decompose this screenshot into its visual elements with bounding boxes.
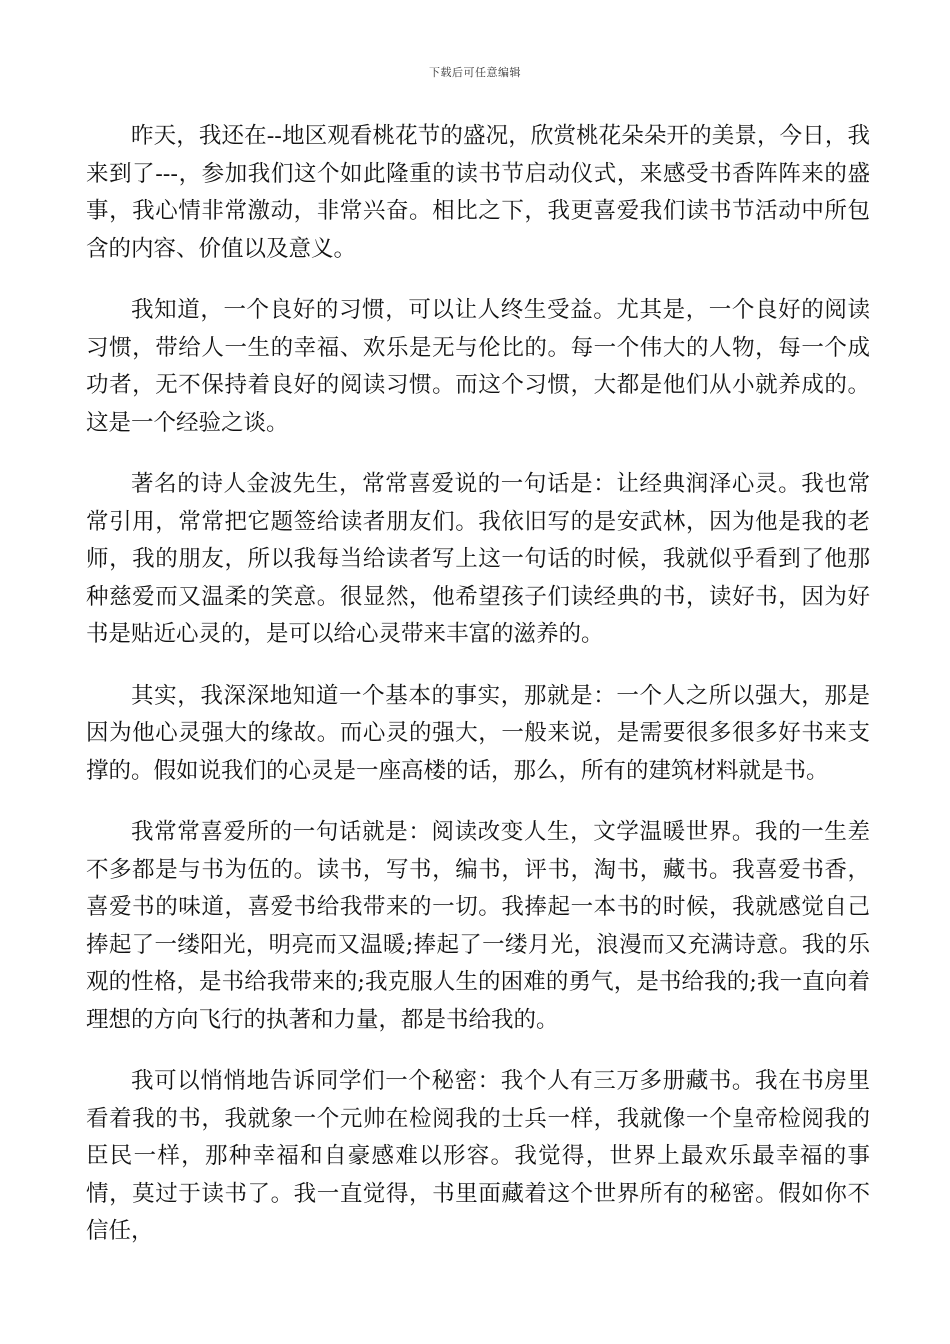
- page-header-note: 下载后可任意编辑: [429, 66, 521, 79]
- paragraph: 其实，我深深地知道一个基本的事实，那就是：一个人之所以强大，那是因为他心灵强大的缘故。而心灵的强大，一般来说，是需要很多很多好书来支撑的。假如说我们的心灵是一座高楼的话，那么，所有的建筑材料就是书。: [86, 682, 870, 784]
- paragraph: 我常常喜爱所的一句话就是：阅读改变人生，文学温暖世界。我的一生差不多都是与书为伍的。读书，写书，编书，评书，淘书，藏书。我喜爱书香，喜爱书的味道，喜爱书给我带来的一切。我捧起一本书的时候，我就感觉自己捧起了一缕阳光，明亮而又温暖;捧起了一缕月光，浪漫而又充满诗意。我的乐观的性格，是书给我带来的;我克服人生的困难的勇气，是书给我的;我一直向着理想的方向飞行的执著和力量，都是书给我的。: [86, 819, 870, 1033]
- document-body: [86, 118, 870, 1275]
- paragraph: 我知道，一个良好的习惯，可以让人终生受益。尤其是，一个良好的阅读习惯，带给人一生的幸福、欢乐是无与伦比的。每一个伟大的人物，每一个成功者，无不保持着良好的阅读习惯。而这个习惯，大都是他们从小就养成的。这是一个经验之谈。: [86, 297, 870, 436]
- paragraph: 昨天，我还在--地区观看桃花节的盛况，欣赏桃花朵朵开的美景，今日，我来到了---，参加我们这个如此隆重的读书节启动仪式，来感受书香阵阵来的盛事，我心情非常激动，非常兴奋。相比之下，我更喜爱我们读书节活动中所包含的内容、价值以及意义。: [86, 123, 870, 262]
- paragraph: 著名的诗人金波先生，常常喜爱说的一句话是：让经典润泽心灵。我也常常引用，常常把它题签给读者朋友们。我依旧写的是安武林，因为他是我的老师，我的朋友，所以我每当给读者写上这一句话的时候，我就似乎看到了他那种慈爱而又温柔的笑意。很显然，他希望孩子们读经典的书，读好书，因为好书是贴近心灵的，是可以给心灵带来丰富的滋养的。: [86, 471, 870, 647]
- paragraph: 我可以悄悄地告诉同学们一个秘密：我个人有三万多册藏书。我在书房里看着我的书，我就象一个元帅在检阅我的士兵一样，我就像一个皇帝检阅我的臣民一样，那种幸福和自豪感难以形容。我觉得，世界上最欢乐最幸福的事情，莫过于读书了。我一直觉得，书里面藏着这个世界所有的秘密。假如你不信任，: [86, 1068, 870, 1244]
